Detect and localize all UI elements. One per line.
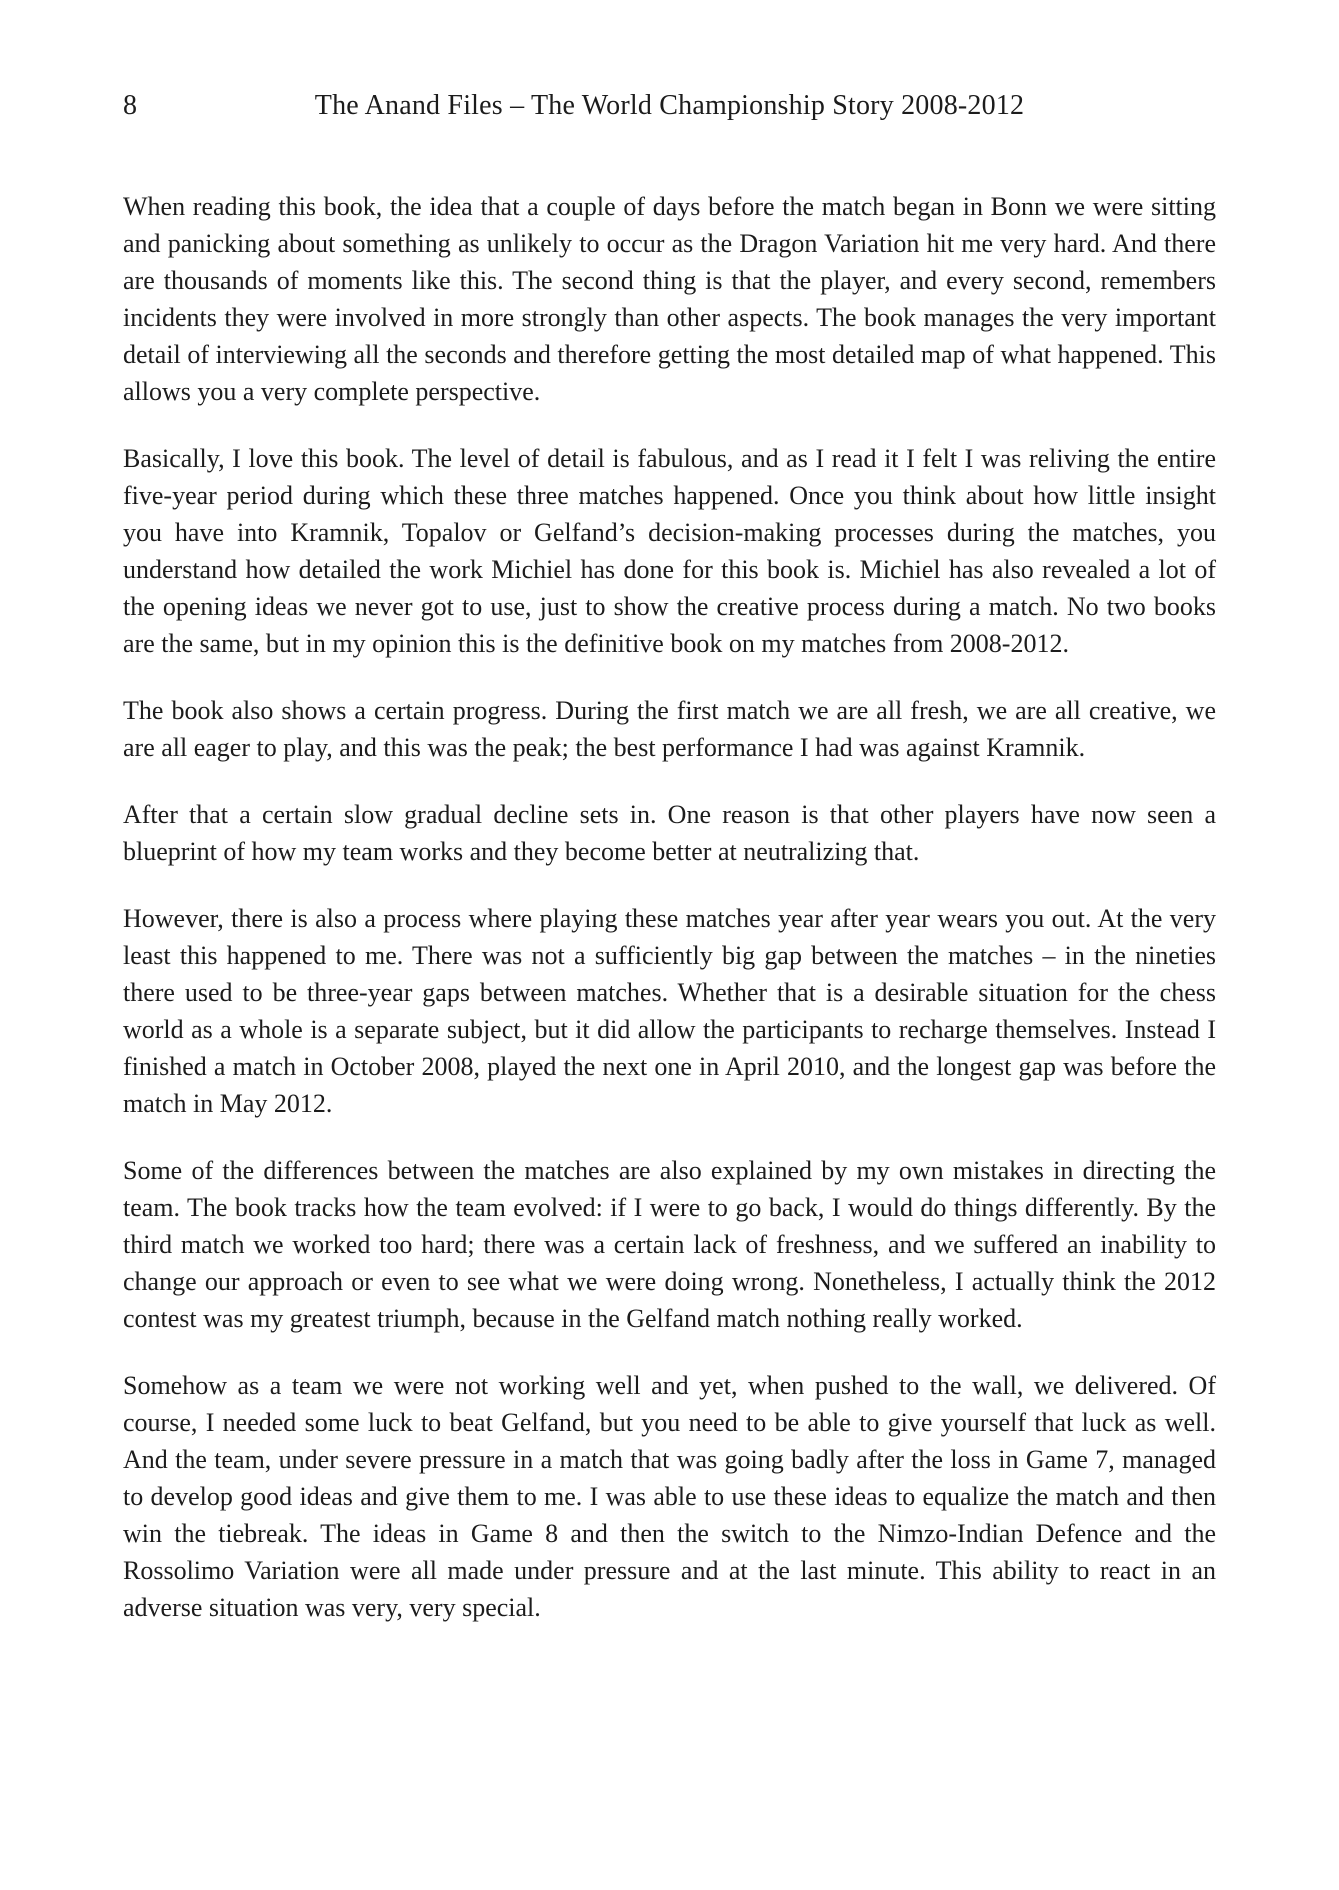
running-title: The Anand Files – The World Championship Story 2008-2012 xyxy=(314,90,1025,121)
page-number: 8 xyxy=(123,90,137,121)
paragraph: Some of the differences between the matches are also explained by my own mistakes in directing the team. The book tracks how the team evolved: if I were to go back, I would do things differently. By the third match we worked too hard; there was a certain lack of freshness, and we suffered an inability to change our approach or even to see what we were doing wrong. Nonetheless, I actually think the 2012 contest was my greatest triumph, because in the Gelfand match nothing really worked. xyxy=(123,1156,1216,1333)
paragraph: However, there is also a process where playing these matches year after year wears you out. At the very least this happened to me. There was not a sufficiently big gap between the matches – in the nineties there used to be three-year gaps between matches. Whether that is a desirable situation for the chess world as a whole is a separate subject, but it did allow the participants to recharge themselves. Instead I finished a match in October 2008, played the next one in April 2010, and the longest gap was before the match in May 2012. xyxy=(123,904,1216,1118)
paragraph: When reading this book, the idea that a couple of days before the match began in Bonn we were sitting and panicking about something as unlikely to occur as the Dragon Variation hit me very hard. And there are thousands of moments like this. The second thing is that the player, and every second, remembers incidents they were involved in more strongly than other aspects. The book manages the very important detail of interviewing all the seconds and therefore getting the most detailed map of what happened. This allows you a very complete perspective. xyxy=(123,192,1216,406)
paragraph: Somehow as a team we were not working well and yet, when pushed to the wall, we delivered. Of course, I needed some luck to beat Gelfand, but you need to be able to give yourself that luck as well. And the team, under severe pressure in a match that was going badly after the loss in Game 7, managed to develop good ideas and give them to me. I was able to use these ideas to equalize the match and then win the tiebreak. The ideas in Game 8 and then the switch to the Nimzo-Indian Defence and the Rossolimo Variation were all made under pressure and at the last minute. This ability to react in an adverse situation was very, very special. xyxy=(123,1371,1216,1622)
paragraph: After that a certain slow gradual decline sets in. One reason is that other players have now seen a blueprint of how my team works and they become better at neutralizing that. xyxy=(123,800,1216,866)
paragraph: The book also shows a certain progress. During the first match we are all fresh, we are all creative, we are all eager to play, and this was the peak; the best performance I had was against Kramnik. xyxy=(123,696,1216,762)
paragraph: Basically, I love this book. The level of detail is fabulous, and as I read it I felt I was reliving the entire five-year period during which these three matches happened. Once you think about how little insight you have into Kramnik, Topalov or Gelfand’s decision-making processes during the matches, you understand how detailed the work Michiel has done for this book is. Michiel has also revealed a lot of the opening ideas we never got to use, just to show the creative process during a match. No two books are the same, but in my opinion this is the definitive book on my matches from 2008-2012. xyxy=(123,444,1216,658)
page-header xyxy=(123,88,1216,128)
body-text xyxy=(123,188,1216,1626)
